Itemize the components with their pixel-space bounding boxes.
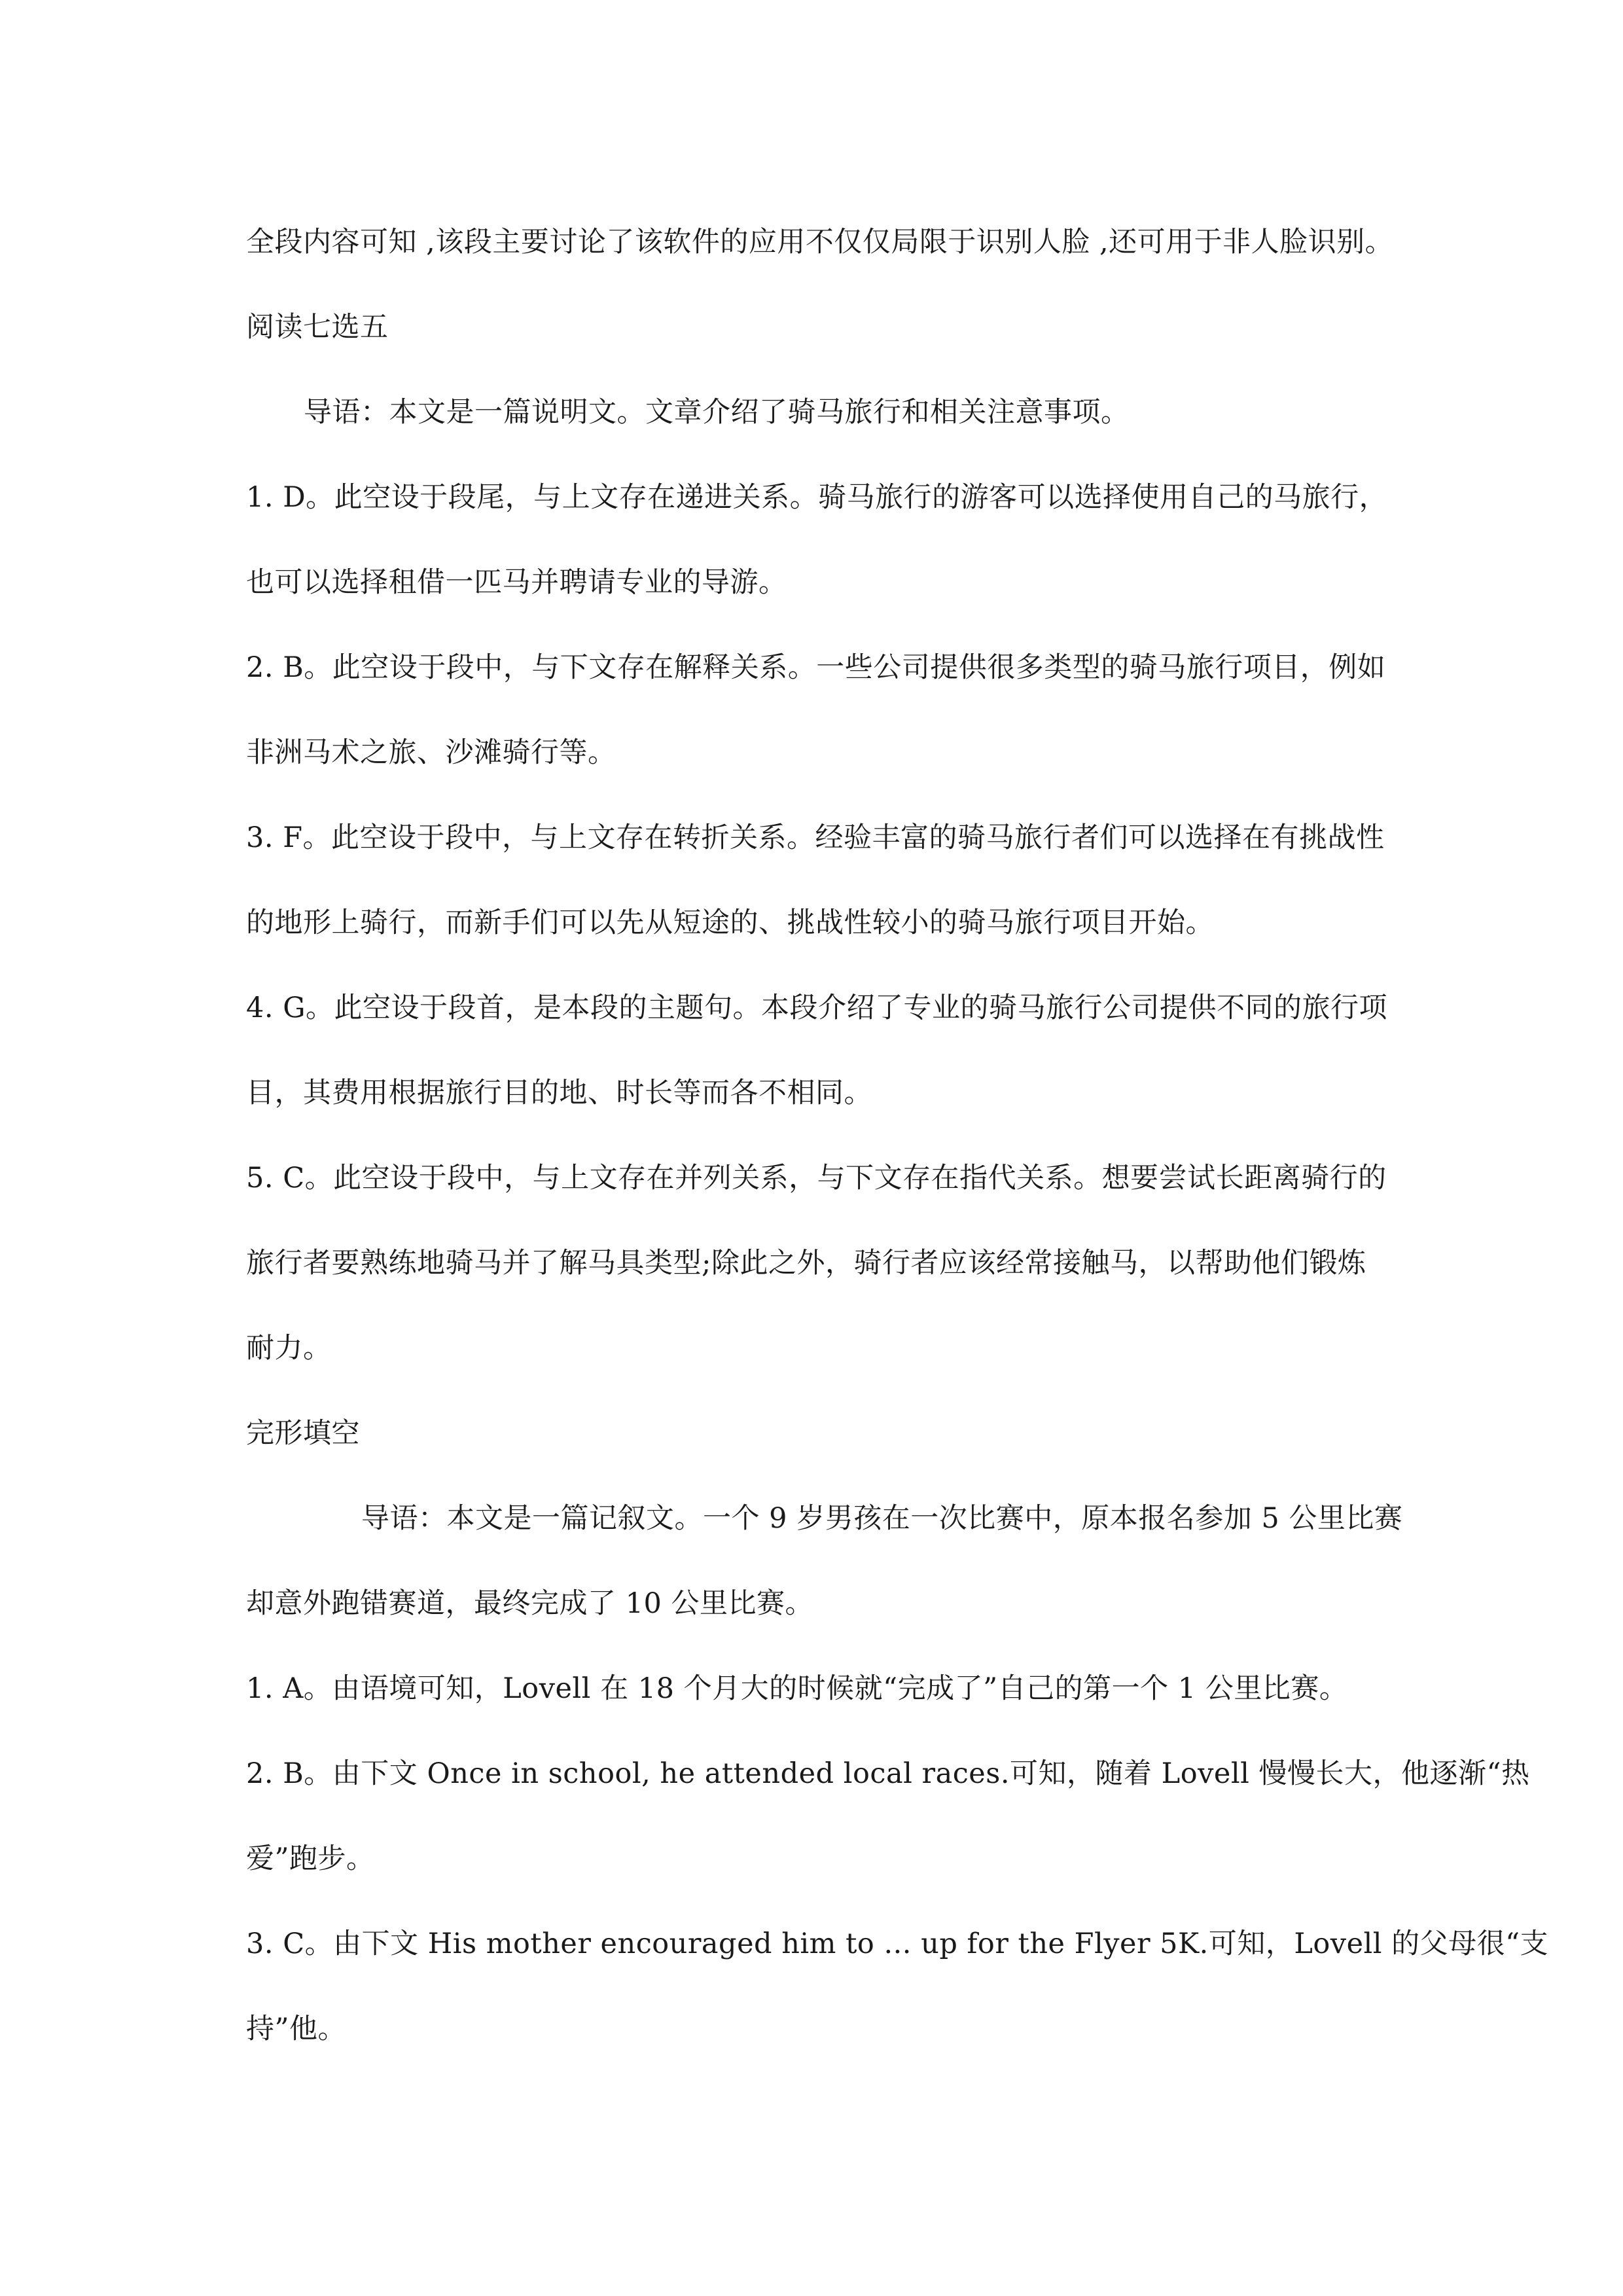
text-line: 1. A。由语境可知，Lovell 在 18 个月大的时候就“完成了”自己的第一个 1 公里比赛。 [246,1672,1348,1705]
text-line: 2. B。此空设于段中，与下文存在解释关系。一些公司提供很多类型的骑马旅行项目，例如 [246,651,1386,684]
text-line: 3. C。由下文 His mother encouraged him to ... up for the Flyer 5K.可知，Lovell 的父母很“支 [246,1928,1549,1960]
text-line: 全段内容可知 ,该段主要讨论了该软件的应用不仅仅局限于识别人脸 ,还可用于非人脸识别。 [246,226,1394,259]
text-line: 却意外跑错赛道，最终完成了 10 公里比赛。 [246,1587,814,1620]
text-line: 耐力。 [246,1332,332,1365]
section-heading: 完形填空 [246,1417,360,1450]
text-line: 目，其费用根据旅行目的地、时长等而各不相同。 [246,1077,872,1109]
text-line: 的地形上骑行，而新手们可以先从短途的、挑战性较小的骑马旅行项目开始。 [246,906,1214,939]
text-line: 导语：本文是一篇说明文。文章介绍了骑马旅行和相关注意事项。 [304,396,1130,429]
text-line: 5. C。此空设于段中，与上文存在并列关系，与下文存在指代关系。想要尝试长距离骑行的 [246,1162,1387,1194]
text-line: 3. F。此空设于段中，与上文存在转折关系。经验丰富的骑马旅行者们可以选择在有挑战性 [246,821,1385,854]
text-line: 导语：本文是一篇记叙文。一个 9 岁男孩在一次比赛中，原本报名参加 5 公里比赛 [361,1502,1403,1535]
section-heading: 阅读七选五 [246,311,389,344]
text-line: 旅行者要熟练地骑马并了解马具类型;除此之外，骑行者应该经常接触马，以帮助他们锻炼 [246,1247,1366,1280]
text-line: 持”他。 [246,2013,346,2045]
text-line: 4. G。此空设于段首，是本段的主题句。本段介绍了专业的骑马旅行公司提供不同的旅行项 [246,992,1388,1024]
text-line: 2. B。由下文 Once in school, he attended local races.可知，随着 Lovell 慢慢长大，他逐渐“热 [246,1757,1530,1790]
text-line: 1. D。此空设于段尾，与上文存在递进关系。骑马旅行的游客可以选择使用自己的马旅行， [246,481,1388,514]
text-line: 也可以选择租借一匹马并聘请专业的导游。 [246,566,787,599]
text-line: 非洲马术之旅、沙滩骑行等。 [246,736,616,769]
text-line: 爱”跑步。 [246,1842,375,1875]
